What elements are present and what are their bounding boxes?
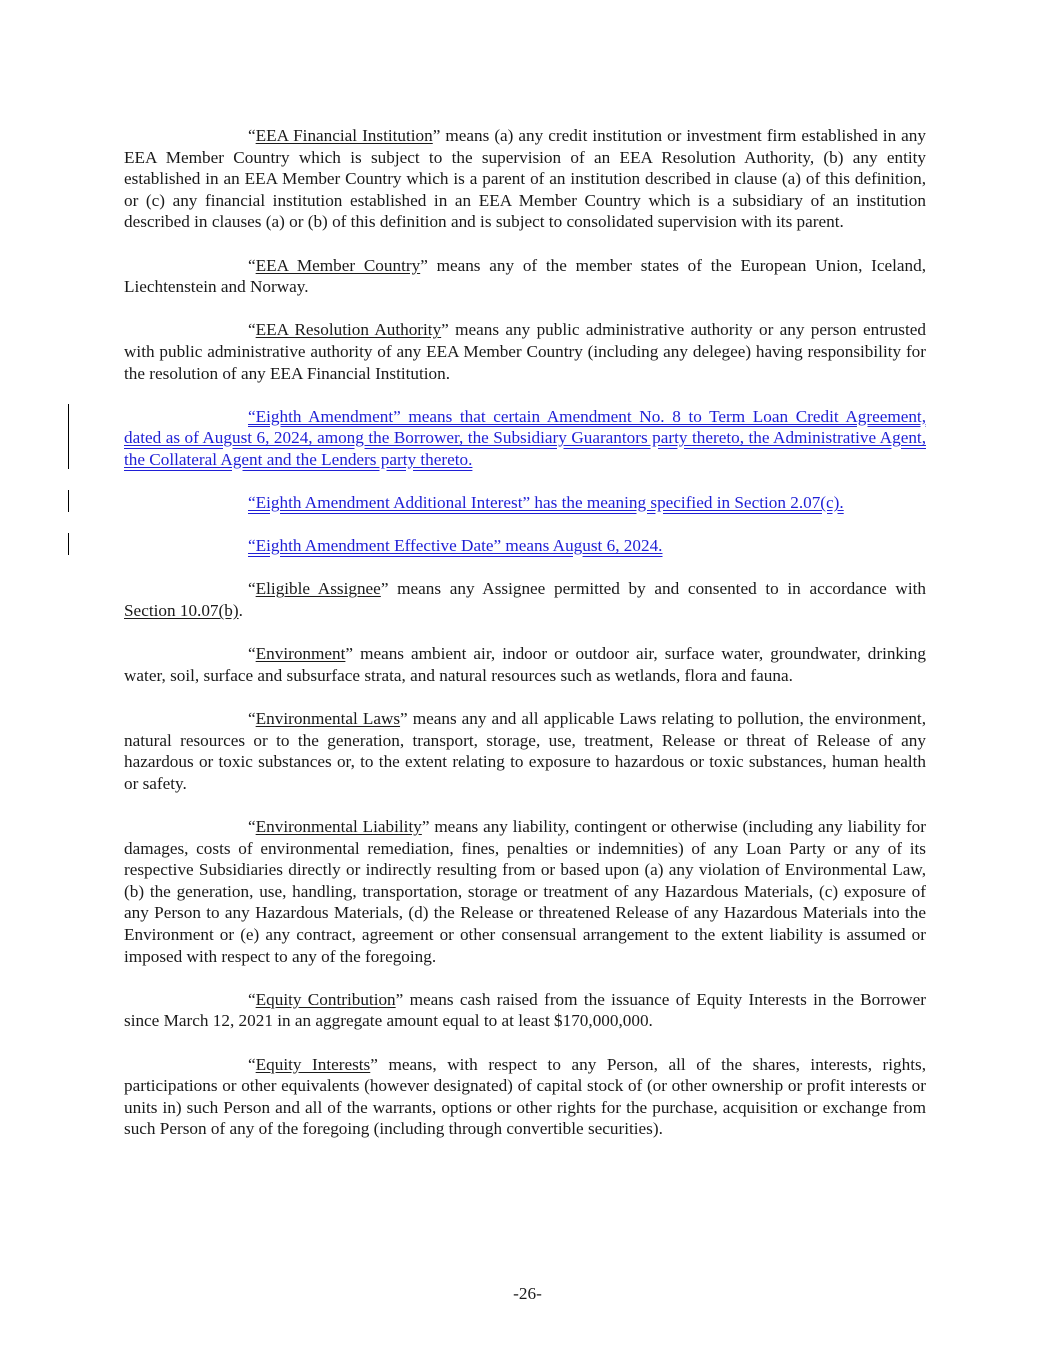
definition-eea-financial-institution: “EEA Financial Institution” means (a) any credit institution or investment firm established in any EEA Member Country which is subject to the supervision of an EEA Resolution Authority, (b) any entity established in an EEA Member Country which is a parent of an institution described in clause (a) of this definition, or (c) any financial institution established in an EEA Member Country which is a subsidiary of an institution described in clauses (a) or (b) of this definition and is subject to consolidated supervision with its parent. bbox=[124, 126, 926, 232]
definition-environmental-liability: “Environmental Liability” means any liability, contingent or otherwise (including any liability for damages, costs of environmental remediation, fines, penalties or indemnities) of any Loan Party or any of its respective Subsidiaries directly or indirectly resulting from or based upon (a) any violation of Environmental Law, (b) the generation, use, handling, transportation, storage or treatment of any Hazardous Materials, (c) exposure of any Person to any Hazardous Materials, (d) the Release or threatened Release of any Hazardous Materials into the Environment or (e) any contract, agreement or other consensual arrangement to the extent liability is assumed or imposed with respect to any of the foregoing. bbox=[124, 817, 926, 966]
defined-term: Environmental Laws bbox=[255, 709, 401, 729]
definition-eea-member-country: “EEA Member Country” means any of the member states of the European Union, Iceland, Liechtenstein and Norway. bbox=[124, 255, 926, 297]
defined-term: EEA Resolution Authority bbox=[255, 320, 442, 340]
change-bar bbox=[68, 404, 69, 469]
definition-environment: “Environment” means ambient air, indoor or outdoor air, surface water, groundwater, drinking water, soil, surface and subsurface strata, and natural resources such as wetlands, flora and fauna. bbox=[124, 644, 926, 685]
definition-text: means any liability, contingent or otherwise (including any liability for damages, costs of environmental remediation, fines, penalties or indemnities) of any Loan Party or any of its respective Subsidiaries directly or indirectly resulting from or based upon (a) any violation of Environmental Law, (b) the generation, use, handling, transportation, storage or treatment of any Hazardous Materials, (c) exposure of any Person to any Hazardous Materials, (d) the Release or threatened Release of any Hazardous Materials into the Environment or (e) any contract, agreement or other consensual arrangement to the extent liability is assumed or imposed with respect to any of the foregoing. bbox=[124, 817, 926, 966]
definition-eighth-amendment-effective-date bbox=[124, 535, 926, 557]
definition-text: means ambient air, indoor or outdoor air, surface water, groundwater, drinking water, soil, surface and subsurface strata, and natural resources such as wetlands, flora and fauna. bbox=[124, 644, 926, 685]
definition-tail: . bbox=[238, 601, 243, 621]
defined-term: Eligible Assignee bbox=[255, 579, 381, 599]
defined-term: EEA Financial Institution bbox=[255, 126, 433, 145]
change-bar bbox=[68, 533, 69, 555]
defined-term: Equity Contribution bbox=[255, 989, 396, 1009]
definition-text: means (a) any credit institution or investment firm established in any EEA Member Country which is subject to the supervision of an EEA Resolution Authority, (b) any entity established in an EEA Member Country which is a parent of an institution described in clause (a) of this definition, or (c) any financial institution established in an EEA Member Country which is a subsidiary of an institution described in clauses (a) or (b) of this definition and is subject to consolidated supervision with its parent. bbox=[124, 126, 926, 232]
inserted-text: “Eighth Amendment Effective Date” means August 6, 2024. bbox=[248, 536, 663, 556]
definition-text: means cash raised from the issuance of Equity Interests in the Borrower since March 12, 2021 in an aggregate amount equal to at least $170,000,000. bbox=[124, 989, 926, 1031]
change-bar bbox=[68, 490, 69, 512]
definition-text: means, with respect to any Person, all of the shares, interests, rights, participations or other equivalents (however designated) of capital stock of (or other ownership or profit interests or units in) such Person and all of the warrants, options or other rights for the purchase, acquisition or exchange from such Person of any of the foregoing (including through convertible securities). bbox=[124, 1054, 927, 1139]
definition-text: means any and all applicable Laws relating to pollution, the environment, natural resources or to the generation, transport, storage, use, treatment, Release or threat of Release of any hazardous or toxic substances or, to the extent relating to exposure to hazardous or toxic substances, human health or safety. bbox=[124, 709, 926, 793]
defined-term: Environment bbox=[255, 644, 346, 664]
definition-text: means any of the member states of the European Union, Iceland, Liechtenstein and Norway. bbox=[124, 255, 926, 297]
definition-equity-contribution: “Equity Contribution” means cash raised from the issuance of Equity Interests in the Borrower since March 12, 2021 in an aggregate amount equal to at least $170,000,000. bbox=[124, 989, 926, 1031]
inserted-text: “Eighth Amendment” means that certain Amendment No. 8 to Term Loan Credit Agreement, dated as of August 6, 2024, among the Borrower, the Subsidiary Guarantors party thereto, the Administrative Agent, the Collateral Agent and the Lenders party thereto. bbox=[124, 406, 926, 469]
definition-eighth-amendment bbox=[124, 406, 926, 471]
definition-eighth-amendment-additional-interest bbox=[124, 492, 926, 514]
definition-text: means any public administrative authority or any person entrusted with public administrative authority of any EEA Member Country (including any delegee) having responsibility for the resolution of any EEA Financial Institution. bbox=[124, 320, 926, 383]
defined-term: Equity Interests bbox=[255, 1054, 371, 1074]
inserted-text: “Eighth Amendment Additional Interest” has the meaning specified in Section 2.07(c). bbox=[248, 493, 844, 513]
defined-term: EEA Member Country bbox=[255, 255, 421, 275]
definition-text: means any Assignee permitted by and consented to in accordance with bbox=[388, 579, 926, 599]
section-reference: Section 10.07(b) bbox=[124, 601, 239, 621]
page-number: -26- bbox=[513, 1284, 542, 1303]
definition-eligible-assignee: “Eligible Assignee” means any Assignee permitted by and consented to in accordance with Section 10.07(b). bbox=[124, 579, 926, 621]
definition-environmental-laws: “Environmental Laws” means any and all applicable Laws relating to pollution, the environment, natural resources or to the generation, transport, storage, use, treatment, Release or threat of Release of any hazardous or toxic substances or, to the extent relating to exposure to hazardous or toxic substances, human health or safety. bbox=[124, 709, 926, 793]
defined-term: Environmental Liability bbox=[255, 817, 422, 836]
document-body bbox=[124, 125, 926, 1162]
definition-eea-resolution-authority: “EEA Resolution Authority” means any public administrative authority or any person entrusted with public administrative authority of any EEA Member Country (including any delegee) having responsibility for the resolution of any EEA Financial Institution. bbox=[124, 320, 926, 383]
definition-equity-interests: “Equity Interests” means, with respect to any Person, all of the shares, interests, rights, participations or other equivalents (however designated) of capital stock of (or other ownership or profit interests or units in) such Person and all of the warrants, options or other rights for the purchase, acquisition or exchange from such Person of any of the foregoing (including through convertible securities). bbox=[124, 1054, 927, 1139]
